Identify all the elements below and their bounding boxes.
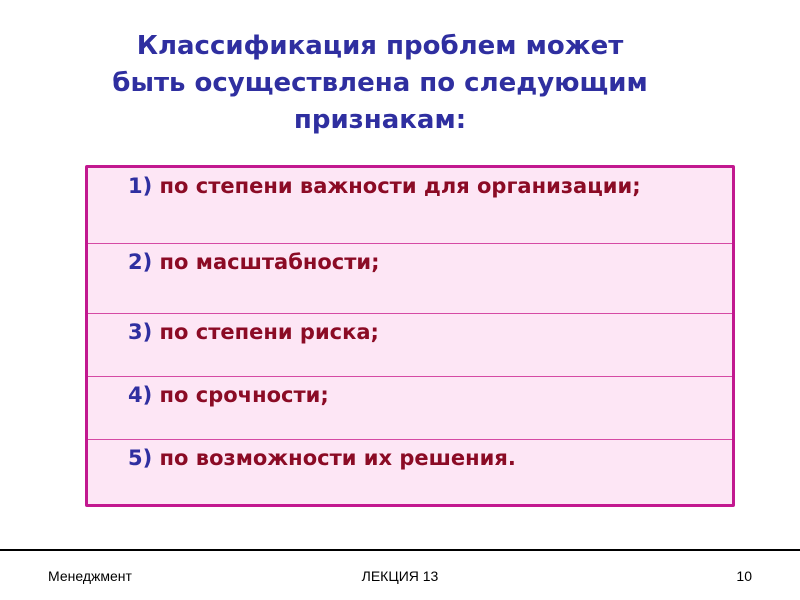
criteria-number: 2) xyxy=(128,250,153,274)
footer-divider xyxy=(0,549,800,551)
criteria-item-3 xyxy=(128,320,379,344)
criteria-text: по степени риска; xyxy=(159,320,379,344)
criteria-text: по срочности; xyxy=(159,383,329,407)
criteria-number: 4) xyxy=(128,383,153,407)
criteria-text: по степени важности для организации; xyxy=(159,174,641,198)
criteria-text: по возможности их решения. xyxy=(159,446,516,470)
criteria-number: 5) xyxy=(128,446,153,470)
criteria-item-4 xyxy=(128,383,329,407)
criteria-item-5 xyxy=(128,446,516,470)
criteria-item-2 xyxy=(128,250,380,274)
slide-title xyxy=(70,28,690,139)
slide-title-line-2: быть осуществлена по следующим xyxy=(112,68,648,98)
criteria-row-4 xyxy=(88,377,732,440)
criteria-text: по масштабности; xyxy=(159,250,380,274)
footer-page-number: 10 xyxy=(736,568,752,584)
criteria-table xyxy=(85,165,735,507)
criteria-row-5 xyxy=(88,440,732,504)
criteria-number: 1) xyxy=(128,174,153,198)
criteria-row-1 xyxy=(88,168,732,244)
criteria-row-3 xyxy=(88,314,732,377)
criteria-row-2 xyxy=(88,244,732,314)
footer-lecture: ЛЕКЦИЯ 13 xyxy=(361,568,439,584)
criteria-item-1 xyxy=(128,174,641,198)
footer-course: Менеджмент xyxy=(48,568,132,584)
criteria-number: 3) xyxy=(128,320,153,344)
slide-title-line-1: Классификация проблем может xyxy=(136,31,624,61)
slide-title-line-3: признакам: xyxy=(293,105,467,135)
